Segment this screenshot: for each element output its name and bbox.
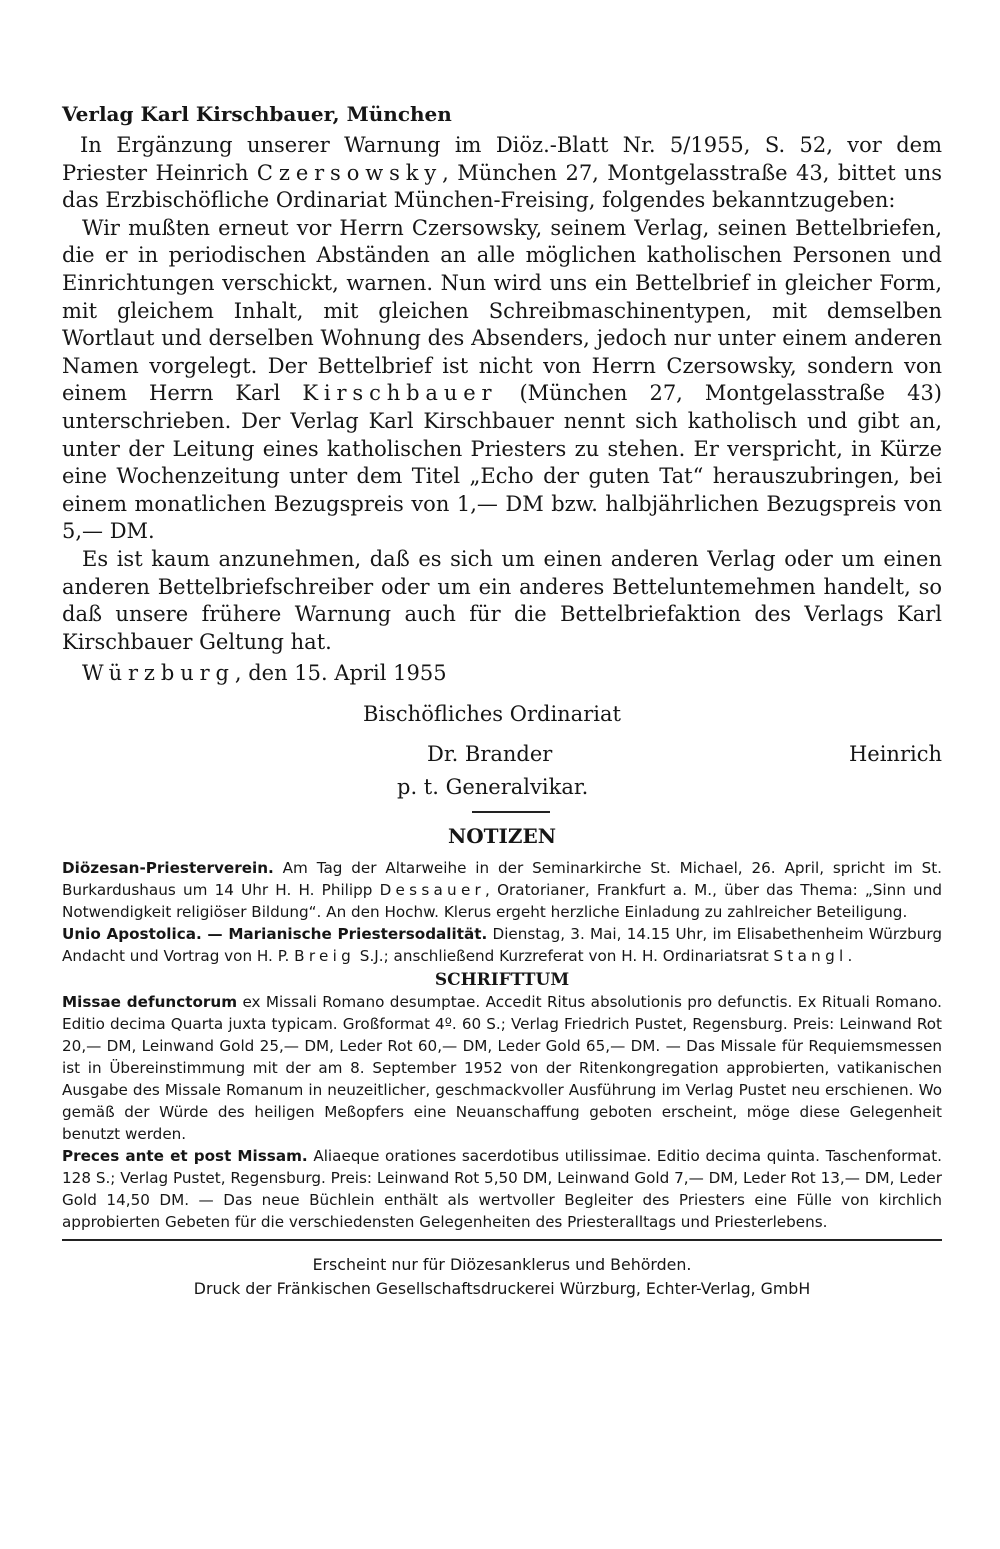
footer [62,1253,942,1301]
spaced-name-dessauer: Dessauer [379,881,486,900]
footer-line-1: Erscheint nur für Diözesanklerus und Behörden. [312,1255,692,1275]
date-line [62,660,942,687]
schrifttum-item-2-lead: Preces ante et post Missam. [62,1147,308,1166]
paragraph-1-text-a: In Ergänzung unserer Warnung im Diöz.-Blatt Nr. 5/1955, S. 52, vor dem Priester Heinrich [62,133,942,185]
notiz-item-2-text-b: S.J.; anschließend Kurzreferat von H. H. Ordinariatsrat [354,947,774,966]
document-page [62,100,942,1301]
schrifttum-item-2-text: Aliaeque orationes sacerdotibus utilissimae. Editio decima quinta. Taschenformat. 128 S.; Verlag Pustet, Regensburg. Preis: Leinwand Rot 5,50 DM, Leinwand Gold 7,— DM, Leder Rot 13,— DM, Leder Gold 14,50 DM. — Das neue Büchlein enthält als wertvoller Begleiter des Priesters eine Fülle von kirchlich approbierten Gebeten für die verschiedensten Gelegenheiten des Priesteralltags und Priesterlebens. [62,1147,942,1232]
paragraph-2 [62,215,942,546]
schrifttum-title: SCHRIFTTUM [434,970,570,991]
notiz-item-2 [62,923,942,967]
notiz-item-1-text-a: Am Tag der Altarweihe in der Seminarkirche St. Michael, 26. April, spricht im St. Burkardushaus um 14 Uhr H. H. Philipp [62,859,942,900]
notiz-item-2-text-a: Dienstag, 3. Mai, 14.15 Uhr, im Elisabethenheim Würzburg Andacht und Vortrag von H. P. [62,925,942,966]
paragraph-2-text-b: (München 27, Montgelasstraße 43) unterschrieben. Der Verlag Karl Kirschbauer nennt sich katholisch und gibt an, unter der Leitung eines katholischen Priesters zu stehen. Er verspricht, in Kürze eine Wochenzeitung unter dem Titel „Echo der guten Tat“ herauszubringen, bei einem monatlichen Bezugspreis von 1,— DM bzw. halbjährlichen Bezugspreis von 5,— DM. [62,381,942,544]
paragraph-2-text-a: Wir mußten erneut vor Herrn Czersowsky, seinem Verlag, seinen Bettelbriefen, die er in periodischen Abständen an alle möglichen katholischen Personen und Einrichtungen verschickt, warnen. Nun wird uns ein Bettelbrief in gleicher Form, mit gleichem Inhalt, mit gleichen Schreibmaschinentypen, mit demselben Wortlaut und derselben Wohnung des Absenders, jedoch nur unter einem anderen Namen vorgelegt. Der Bettelbrief ist nicht von Herrn Czersowsky, sondern von einem Herrn Karl [62,215,942,406]
schrifttum-item-1-lead: Missae defunctorum [62,993,238,1012]
section-divider [472,811,550,813]
signature-row [62,741,942,768]
spaced-name-kirschbauer: Kirschbauer [302,381,498,406]
signature-name: Dr. Brander [427,742,553,767]
signature-office: Bischöfliches Ordinariat [363,702,621,727]
schrifttum-section [62,991,942,1233]
spaced-name-breig: Breig [294,947,355,966]
schrifttum-item-1-text: ex Missali Romano desumptae. Accedit Ritus absolutionis pro defunctis. Ex Rituali Romano. Editio decima Quarta juxta typicam. Großformat 4º. 60 S.; Verlag Friedrich Pustet, Regensburg. Preis: Leinwand Rot 20,— DM, Leinwand Gold 25,— DM, Leder Rot 60,— DM, Leder Gold 65,— DM. — Das Missale für Requiemsmessen ist in Übereinstimmung mit der am 8. September 1952 von der Ritenkongregation approbierten, vatikanischen Ausgabe des Missale Romanum in neuzeitlicher, geschmackvoller Ausführung im Verlag Pustet neu erschienen. Wo gemäß der Würde des heiligen Meßopfers eine Neuanschaffung geboten erscheint, möge diese Gelegenheit benutzt werden. [62,993,943,1144]
signature-name-2: Heinrich [848,742,942,767]
paragraph-3: Es ist kaum anzunehmen, daß es sich um einen anderen Verlag oder um einen anderen Bettelbriefschreiber oder um ein anderes Betteluntemehmen handelt, so daß unsere frühere Warnung auch für die Bettelbriefaktion des Verlags Karl Kirschbauer Geltung hat. [62,546,942,654]
date-place: Würzburg [82,661,235,686]
notizen-section [62,857,942,967]
article-body [62,132,942,656]
paragraph-1 [62,132,942,215]
spaced-name-czersowsky: Czersowsky [256,160,443,185]
signature-title: p. t. Generalvikar. [397,775,589,800]
notiz-item-2-text-c: . [847,947,853,966]
notiz-item-1 [62,857,942,923]
notiz-item-1-text-b: , Oratorianer, Frankfurt a. M., über das Thema: „Sinn und Notwendigkeit religiöser Bildung“. An den Hochw. Klerus ergeht herzliche Einladung zu zahlreicher Beteiligung. [62,881,942,922]
schrifttum-item-1 [62,991,942,1145]
footer-line-2: Druck der Fränkischen Gesellschaftsdruckerei Würzburg, Echter-Verlag, GmbH [193,1279,811,1299]
notiz-item-1-lead: Diözesan-Priesterverein. [62,859,274,878]
notizen-title: NOTIZEN [447,824,557,849]
schrifttum-item-2 [62,1145,942,1233]
date-text: , den 15. April 1955 [234,661,447,686]
notiz-item-2-lead: Unio Apostolica. — Marianische Priestersodalität. [62,925,488,944]
paragraph-1-text-b: , München 27, Montgelasstraße 43, bittet uns das Erzbischöfliche Ordinariat München-Freising, folgendes bekanntzugeben: [62,160,942,213]
footer-divider [62,1239,942,1241]
article-heading: Verlag Karl Kirschbauer, München [62,102,452,126]
spaced-name-stangl: Stangl [773,947,848,966]
